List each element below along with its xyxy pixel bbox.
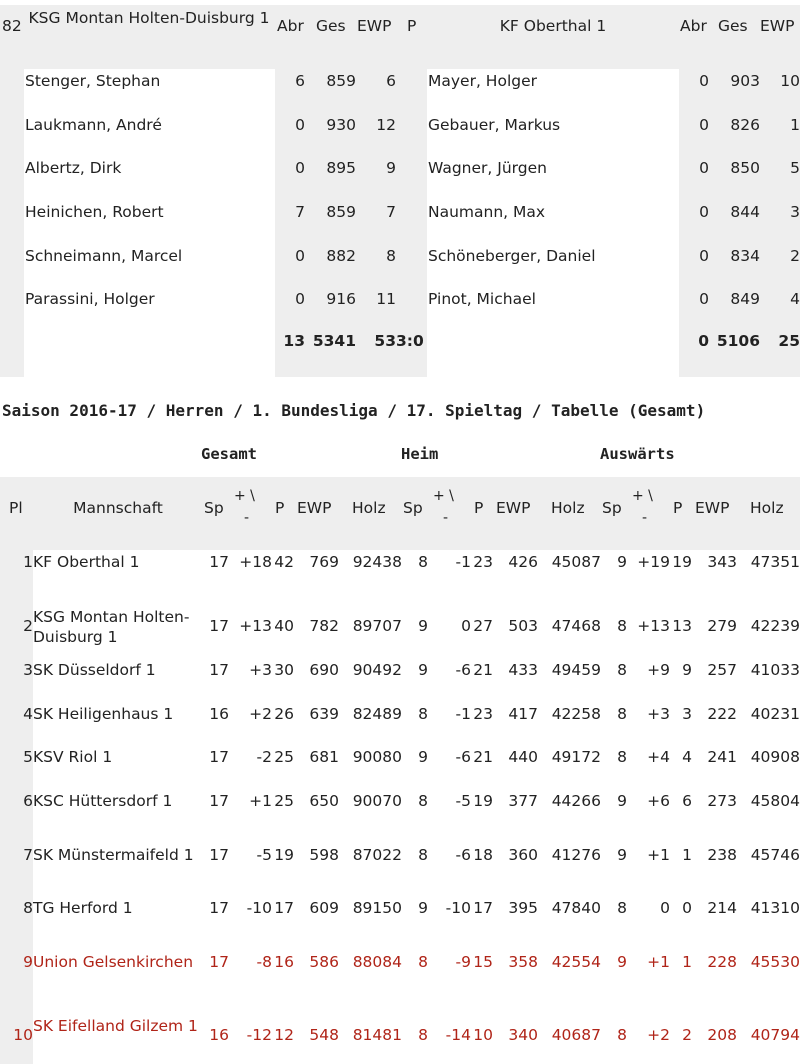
col-pm-top: + \ <box>234 488 255 504</box>
row-h-sp: 8 <box>418 1026 428 1044</box>
row-ewp: 690 <box>309 661 339 679</box>
home-player-ewp: 9 <box>386 159 396 177</box>
away-player-abr: 0 <box>699 203 709 221</box>
row-holz: 81481 <box>352 1026 402 1044</box>
away-player-name: Schöneberger, Daniel <box>428 247 596 265</box>
away-col-ewp: EWP <box>760 17 795 35</box>
row-h-pm: -14 <box>445 1026 471 1044</box>
row-pm: +2 <box>249 705 272 723</box>
row-a-sp: 8 <box>617 748 627 766</box>
row-place: 10 <box>13 1026 33 1044</box>
row-h-ewp: 358 <box>508 953 538 971</box>
row-pm: +13 <box>239 617 272 635</box>
row-ewp: 609 <box>309 899 339 917</box>
a-col-pm-bottom: - <box>642 510 648 526</box>
row-h-pm: 0 <box>461 617 471 635</box>
row-sp: 16 <box>209 705 229 723</box>
row-sp: 17 <box>209 748 229 766</box>
home-player-abr: 0 <box>295 159 305 177</box>
row-a-sp: 9 <box>617 953 627 971</box>
home-player-name: Schneimann, Marcel <box>25 247 183 265</box>
row-h-sp: 9 <box>418 617 428 635</box>
row-h-p: 23 <box>473 705 493 723</box>
away-player-ges: 850 <box>730 159 760 177</box>
row-place: 1 <box>23 553 33 571</box>
col-team: Mannschaft <box>73 499 163 517</box>
row-h-p: 19 <box>473 792 493 810</box>
row-a-holz: 40908 <box>750 748 800 766</box>
row-h-holz: 41276 <box>551 846 601 864</box>
row-a-p: 4 <box>682 748 692 766</box>
row-a-p: 3 <box>682 705 692 723</box>
h-col-sp: Sp <box>403 499 423 517</box>
away-player-abr: 0 <box>699 247 709 265</box>
row-a-ewp: 228 <box>707 953 737 971</box>
row-sp: 17 <box>209 846 229 864</box>
row-place: 8 <box>23 899 33 917</box>
home-player-ewp: 7 <box>386 203 396 221</box>
h-col-pm-top: + \ <box>433 488 454 504</box>
row-team: SK Münstermaifeld 1 <box>33 846 194 864</box>
away-player-ewp: 2 <box>790 247 800 265</box>
row-pm: -12 <box>246 1026 272 1044</box>
row-p: 16 <box>274 953 294 971</box>
group-auswaerts: Auswärts <box>600 445 675 463</box>
col-pl: Pl <box>9 499 23 517</box>
away-player-name: Naumann, Max <box>428 203 546 221</box>
row-h-ewp: 503 <box>508 617 538 635</box>
row-p: 12 <box>274 1026 294 1044</box>
row-ewp: 548 <box>309 1026 339 1044</box>
row-a-sp: 9 <box>617 792 627 810</box>
row-a-p: 1 <box>682 953 692 971</box>
row-ewp: 598 <box>309 846 339 864</box>
home-player-ewp: 6 <box>386 72 396 90</box>
row-a-pm: +2 <box>647 1026 670 1044</box>
h-col-ewp: EWP <box>496 499 531 517</box>
home-player-abr: 7 <box>295 203 305 221</box>
row-h-p: 21 <box>473 661 493 679</box>
row-h-p: 21 <box>473 748 493 766</box>
away-player-name: Gebauer, Markus <box>428 116 561 134</box>
row-ewp: 639 <box>309 705 339 723</box>
home-total-abr: 13 <box>283 332 305 350</box>
row-a-sp: 9 <box>617 553 627 571</box>
away-player-abr: 0 <box>699 116 709 134</box>
row-a-sp: 8 <box>617 617 627 635</box>
row-p: 26 <box>274 705 294 723</box>
row-sp: 17 <box>209 792 229 810</box>
row-h-pm: -1 <box>455 705 471 723</box>
row-h-pm: -9 <box>455 953 471 971</box>
row-a-p: 9 <box>682 661 692 679</box>
row-h-p: 17 <box>473 899 493 917</box>
home-player-ges: 916 <box>326 290 356 308</box>
row-holz: 87022 <box>352 846 402 864</box>
away-total-ges: 5106 <box>716 332 760 350</box>
home-player-name: Parassini, Holger <box>25 290 155 308</box>
row-place: 5 <box>23 748 33 766</box>
home-player-name: Heinichen, Robert <box>25 203 164 221</box>
row-h-sp: 8 <box>418 705 428 723</box>
row-holz: 88084 <box>352 953 402 971</box>
row-sp: 17 <box>209 953 229 971</box>
row-place: 4 <box>23 705 33 723</box>
home-player-abr: 0 <box>295 290 305 308</box>
row-a-pm: +1 <box>647 953 670 971</box>
row-a-ewp: 214 <box>707 899 737 917</box>
row-a-pm: +19 <box>637 553 670 571</box>
row-sp: 17 <box>209 661 229 679</box>
row-a-ewp: 279 <box>707 617 737 635</box>
home-col-abr: Abr <box>277 17 304 35</box>
row-a-ewp: 241 <box>707 748 737 766</box>
row-ewp: 769 <box>309 553 339 571</box>
h-col-pm-bottom: - <box>443 510 449 526</box>
row-holz: 90492 <box>352 661 402 679</box>
match-left-gutter <box>0 69 24 377</box>
away-player-abr: 0 <box>699 72 709 90</box>
row-h-holz: 44266 <box>551 792 601 810</box>
home-player-name: Laukmann, André <box>25 116 162 134</box>
col-pm-bottom: - <box>244 510 250 526</box>
row-h-pm: -6 <box>455 846 471 864</box>
h-col-p: P <box>474 499 484 517</box>
away-player-name: Pinot, Michael <box>428 290 536 308</box>
row-a-holz: 45804 <box>750 792 800 810</box>
row-a-holz: 45530 <box>750 953 800 971</box>
row-h-p: 15 <box>473 953 493 971</box>
row-h-p: 18 <box>473 846 493 864</box>
away-player-ges: 903 <box>730 72 760 90</box>
row-h-holz: 42258 <box>551 705 601 723</box>
row-h-holz: 47468 <box>551 617 601 635</box>
home-total-ewp: 53 <box>374 332 396 350</box>
row-place: 7 <box>23 846 33 864</box>
row-h-ewp: 377 <box>508 792 538 810</box>
home-player-name: Stenger, Stephan <box>25 72 161 90</box>
row-a-pm: +13 <box>637 617 670 635</box>
row-team: KSG Montan Holten-Duisburg 1 <box>33 608 190 646</box>
row-a-sp: 8 <box>617 705 627 723</box>
row-a-pm: +6 <box>647 792 670 810</box>
row-team: KSV Riol 1 <box>33 748 113 766</box>
row-pm: -5 <box>256 846 272 864</box>
row-team: SK Eifelland Gilzem 1 <box>33 1017 198 1035</box>
away-player-ges: 849 <box>730 290 760 308</box>
row-pm: -8 <box>256 953 272 971</box>
row-h-sp: 8 <box>418 553 428 571</box>
row-team: SK Düsseldorf 1 <box>33 661 156 679</box>
away-total-ewp: 25 <box>778 332 800 350</box>
row-h-p: 23 <box>473 553 493 571</box>
row-a-holz: 42239 <box>750 617 800 635</box>
row-a-p: 6 <box>682 792 692 810</box>
row-ewp: 681 <box>309 748 339 766</box>
row-h-ewp: 440 <box>508 748 538 766</box>
row-h-p: 27 <box>473 617 493 635</box>
row-h-pm: -6 <box>455 748 471 766</box>
home-total-ges: 5341 <box>312 332 356 350</box>
row-a-pm: +9 <box>647 661 670 679</box>
away-player-abr: 0 <box>699 159 709 177</box>
row-pm: -2 <box>256 748 272 766</box>
away-player-ges: 834 <box>730 247 760 265</box>
row-h-holz: 45087 <box>551 553 601 571</box>
row-holz: 92438 <box>352 553 402 571</box>
a-col-ewp: EWP <box>695 499 730 517</box>
row-h-sp: 8 <box>418 846 428 864</box>
col-ewp: EWP <box>297 499 332 517</box>
a-col-holz: Holz <box>750 499 784 517</box>
home-team-name: KSG Montan Holten-Duisburg 1 <box>28 9 270 27</box>
row-h-sp: 8 <box>418 792 428 810</box>
row-a-pm: +4 <box>647 748 670 766</box>
row-a-ewp: 238 <box>707 846 737 864</box>
row-h-ewp: 395 <box>508 899 538 917</box>
row-a-sp: 8 <box>617 661 627 679</box>
row-p: 25 <box>274 792 294 810</box>
row-a-ewp: 208 <box>707 1026 737 1044</box>
row-a-p: 1 <box>682 846 692 864</box>
row-p: 17 <box>274 899 294 917</box>
row-ewp: 782 <box>309 617 339 635</box>
row-team: KF Oberthal 1 <box>33 553 140 571</box>
away-col-abr: Abr <box>680 17 707 35</box>
row-a-pm: +3 <box>647 705 670 723</box>
row-holz: 89707 <box>352 617 402 635</box>
row-a-holz: 41033 <box>750 661 800 679</box>
row-team: SK Heiligenhaus 1 <box>33 705 174 723</box>
group-heim: Heim <box>401 445 439 463</box>
row-a-sp: 9 <box>617 846 627 864</box>
row-pm: +3 <box>249 661 272 679</box>
row-h-pm: -10 <box>445 899 471 917</box>
row-a-holz: 40794 <box>750 1026 800 1044</box>
row-holz: 89150 <box>352 899 402 917</box>
row-h-pm: -6 <box>455 661 471 679</box>
row-holz: 82489 <box>352 705 402 723</box>
row-holz: 90080 <box>352 748 402 766</box>
row-a-holz: 41310 <box>750 899 800 917</box>
row-a-holz: 40231 <box>750 705 800 723</box>
away-player-ewp: 3 <box>790 203 800 221</box>
away-player-ges: 844 <box>730 203 760 221</box>
away-player-ewp: 10 <box>780 72 800 90</box>
away-player-name: Wagner, Jürgen <box>428 159 547 177</box>
match-points: 3:0 <box>396 332 424 350</box>
row-p: 25 <box>274 748 294 766</box>
away-player-ges: 826 <box>730 116 760 134</box>
row-h-holz: 42554 <box>551 953 601 971</box>
a-col-pm-top: + \ <box>632 488 653 504</box>
home-col-ges: Ges <box>316 17 346 35</box>
row-a-pm: +1 <box>647 846 670 864</box>
a-col-p: P <box>673 499 683 517</box>
row-team: KSC Hüttersdorf 1 <box>33 792 173 810</box>
row-h-ewp: 426 <box>508 553 538 571</box>
row-sp: 17 <box>209 617 229 635</box>
row-a-p: 13 <box>672 617 692 635</box>
home-player-ges: 895 <box>326 159 356 177</box>
away-player-name: Mayer, Holger <box>428 72 537 90</box>
row-sp: 16 <box>209 1026 229 1044</box>
row-h-ewp: 433 <box>508 661 538 679</box>
row-p: 40 <box>274 617 294 635</box>
away-team-name: KF Oberthal 1 <box>499 17 607 35</box>
col-holz: Holz <box>352 499 386 517</box>
row-a-p: 2 <box>682 1026 692 1044</box>
row-place: 6 <box>23 792 33 810</box>
home-player-ges: 859 <box>326 203 356 221</box>
group-gesamt: Gesamt <box>201 445 257 463</box>
row-h-ewp: 417 <box>508 705 538 723</box>
row-team: Union Gelsenkirchen <box>33 953 194 971</box>
row-a-pm: 0 <box>660 899 670 917</box>
home-player-ges: 930 <box>326 116 356 134</box>
home-player-abr: 6 <box>295 72 305 90</box>
row-holz: 90070 <box>352 792 402 810</box>
row-place: 9 <box>23 953 33 971</box>
a-col-sp: Sp <box>602 499 622 517</box>
home-player-name: Albertz, Dirk <box>25 159 122 177</box>
row-h-p: 10 <box>473 1026 493 1044</box>
home-player-ewp: 11 <box>376 290 396 308</box>
row-a-holz: 45746 <box>750 846 800 864</box>
row-a-sp: 8 <box>617 1026 627 1044</box>
away-player-ewp: 1 <box>790 116 800 134</box>
away-total-abr: 0 <box>698 332 709 350</box>
row-sp: 17 <box>209 553 229 571</box>
home-player-ewp: 12 <box>376 116 396 134</box>
standings-title: Saison 2016-17 / Herren / 1. Bundesliga / 17. Spieltag / Tabelle (Gesamt) <box>2 401 706 420</box>
row-h-holz: 49459 <box>551 661 601 679</box>
row-a-ewp: 273 <box>707 792 737 810</box>
away-col-ges: Ges <box>718 17 748 35</box>
row-pm: +18 <box>239 553 272 571</box>
row-ewp: 586 <box>309 953 339 971</box>
row-pm: +1 <box>249 792 272 810</box>
row-a-sp: 8 <box>617 899 627 917</box>
home-col-ewp: EWP <box>357 17 392 35</box>
home-player-abr: 0 <box>295 116 305 134</box>
row-ewp: 650 <box>309 792 339 810</box>
row-sp: 17 <box>209 899 229 917</box>
row-a-p: 0 <box>682 899 692 917</box>
row-a-ewp: 343 <box>707 553 737 571</box>
row-h-ewp: 340 <box>508 1026 538 1044</box>
row-a-ewp: 222 <box>707 705 737 723</box>
row-p: 30 <box>274 661 294 679</box>
col-p: P <box>407 17 417 35</box>
away-player-ewp: 5 <box>790 159 800 177</box>
row-a-ewp: 257 <box>707 661 737 679</box>
row-h-sp: 9 <box>418 748 428 766</box>
row-a-holz: 47351 <box>750 553 800 571</box>
away-player-abr: 0 <box>699 290 709 308</box>
row-h-pm: -1 <box>455 553 471 571</box>
row-place: 3 <box>23 661 33 679</box>
row-h-sp: 8 <box>418 953 428 971</box>
home-player-ges: 882 <box>326 247 356 265</box>
row-h-sp: 9 <box>418 899 428 917</box>
row-a-p: 19 <box>672 553 692 571</box>
row-h-holz: 40687 <box>551 1026 601 1044</box>
row-h-sp: 9 <box>418 661 428 679</box>
home-player-ges: 859 <box>326 72 356 90</box>
row-p: 42 <box>274 553 294 571</box>
row-team: TG Herford 1 <box>33 899 133 917</box>
row-h-holz: 47840 <box>551 899 601 917</box>
home-player-abr: 0 <box>295 247 305 265</box>
row-place: 2 <box>23 617 33 635</box>
match-number: 82 <box>2 17 22 35</box>
row-p: 19 <box>274 846 294 864</box>
home-player-ewp: 8 <box>386 247 396 265</box>
col-p: P <box>275 499 285 517</box>
col-sp: Sp <box>204 499 224 517</box>
row-pm: -10 <box>246 899 272 917</box>
row-h-pm: -5 <box>455 792 471 810</box>
row-h-ewp: 360 <box>508 846 538 864</box>
away-player-ewp: 4 <box>790 290 800 308</box>
row-h-holz: 49172 <box>551 748 601 766</box>
h-col-holz: Holz <box>551 499 585 517</box>
